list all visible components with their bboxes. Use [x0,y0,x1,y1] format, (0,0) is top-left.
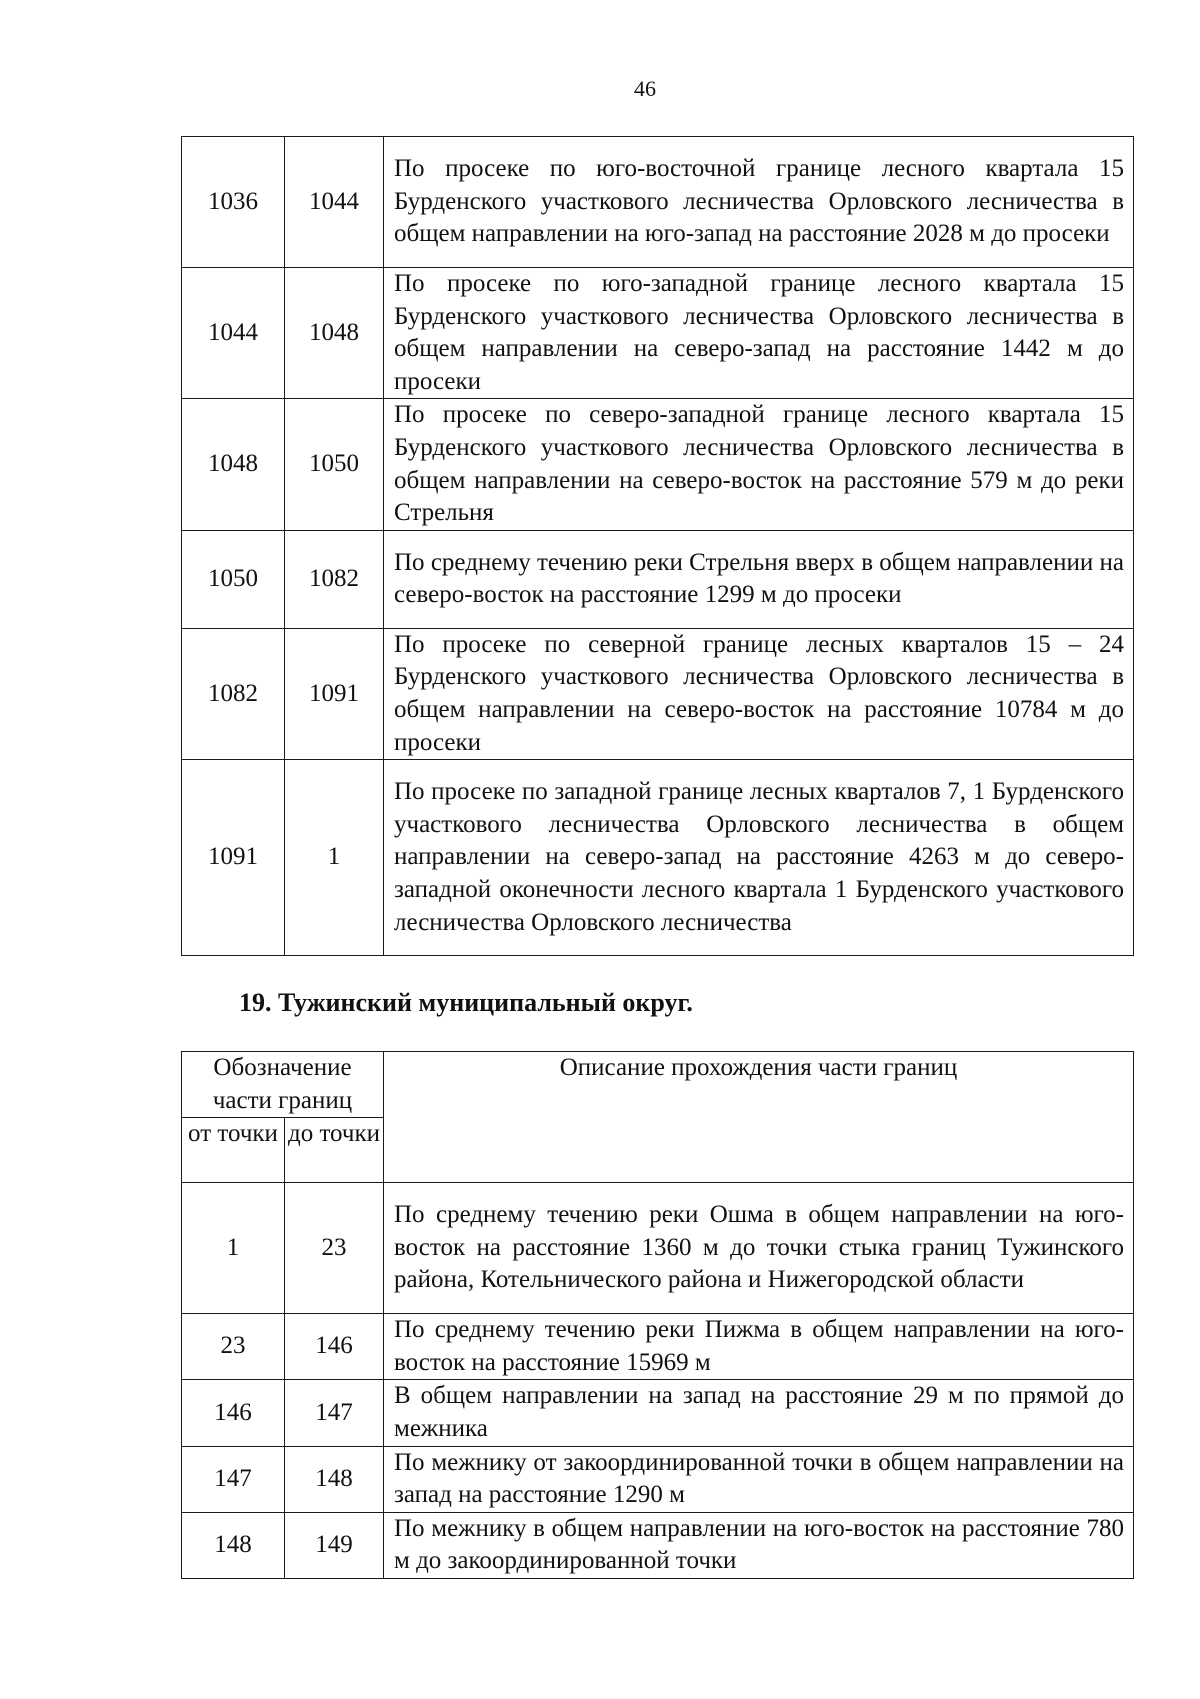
header-from: от точки [182,1118,285,1183]
from-point-cell: 1082 [182,628,285,759]
description-cell: По просеке по северной границе лесных кварталов 15 – 24 Бурденского участкового лесничества Орловского лесничества в общем направлении на северо-восток на расстояние 10784 м до просеки [384,628,1134,759]
to-point-cell: 1050 [285,399,384,530]
description-cell: По среднему течению реки Ошма в общем направлении на юго-восток на расстояние 1360 м до точки стыка границ Тужинского района, Котельнического района и Нижегородской области [384,1183,1134,1314]
from-point-cell: 148 [182,1512,285,1578]
from-point-cell: 147 [182,1446,285,1512]
table-row [182,1183,1134,1314]
table-row [182,1512,1134,1578]
description-cell: По среднему течению реки Пижма в общем направлении на юго-восток на расстояние 15969 м [384,1314,1134,1380]
to-point-cell: 1082 [285,530,384,628]
table-row [182,530,1134,628]
from-point-cell: 23 [182,1314,285,1380]
from-point-cell: 1048 [182,399,285,530]
description-cell: По межнику в общем направлении на юго-восток на расстояние 780 м до закоординированной точки [384,1512,1134,1578]
table-row [182,137,1134,268]
description-cell: По просеке по западной границе лесных кварталов 7, 1 Бурденского участкового лесничества Орловского лесничества в общем направлении на северо-запад на расстояние 4263 м до северо-западной оконечности лесного квартала 1 Бурденского участкового лесничества Орловского лесничества [384,760,1134,956]
to-point-cell: 148 [285,1446,384,1512]
header-to: до точки [285,1118,384,1183]
table-row [182,1314,1134,1380]
description-cell: По просеке по юго-западной границе лесного квартала 15 Бурденского участкового лесничества Орловского лесничества в общем направлении на северо-запад на расстояние 1442 м до просеки [384,268,1134,399]
table-row [182,399,1134,530]
from-point-cell: 1091 [182,760,285,956]
to-point-cell: 23 [285,1183,384,1314]
header-description: Описание прохождения части границ [384,1052,1134,1183]
table-row [182,268,1134,399]
table-row [182,760,1134,956]
section-heading: 19. Тужинский муниципальный округ. [239,988,693,1017]
description-cell: По просеке по юго-восточной границе лесного квартала 15 Бурденского участкового лесничества Орловского лесничества в общем направлении на юго-запад на расстояние 2028 м до просеки [384,137,1134,268]
to-point-cell: 1048 [285,268,384,399]
description-cell: По среднему течению реки Стрельня вверх в общем направлении на северо-восток на расстояние 1299 м до просеки [384,530,1134,628]
header-designation: Обозначение части границ [182,1052,384,1118]
from-point-cell: 1044 [182,268,285,399]
description-cell: По межнику от закоординированной точки в общем направлении на запад на расстояние 1290 м [384,1446,1134,1512]
to-point-cell: 1044 [285,137,384,268]
to-point-cell: 1 [285,760,384,956]
boundary-table [181,1051,1134,1579]
page-number: 46 [634,76,656,101]
to-point-cell: 146 [285,1314,384,1380]
from-point-cell: 1 [182,1183,285,1314]
to-point-cell: 147 [285,1380,384,1446]
boundary-table-continued [181,136,1134,956]
table-row [182,1380,1134,1446]
description-cell: В общем направлении на запад на расстояние 29 м по прямой до межника [384,1380,1134,1446]
from-point-cell: 1036 [182,137,285,268]
table-row [182,1446,1134,1512]
header-row [182,1052,1134,1118]
to-point-cell: 149 [285,1512,384,1578]
to-point-cell: 1091 [285,628,384,759]
from-point-cell: 146 [182,1380,285,1446]
description-cell: По просеке по северо-западной границе лесного квартала 15 Бурденского участкового лесничества Орловского лесничества в общем направлении на северо-восток на расстояние 579 м до реки Стрельня [384,399,1134,530]
from-point-cell: 1050 [182,530,285,628]
table-row [182,628,1134,759]
